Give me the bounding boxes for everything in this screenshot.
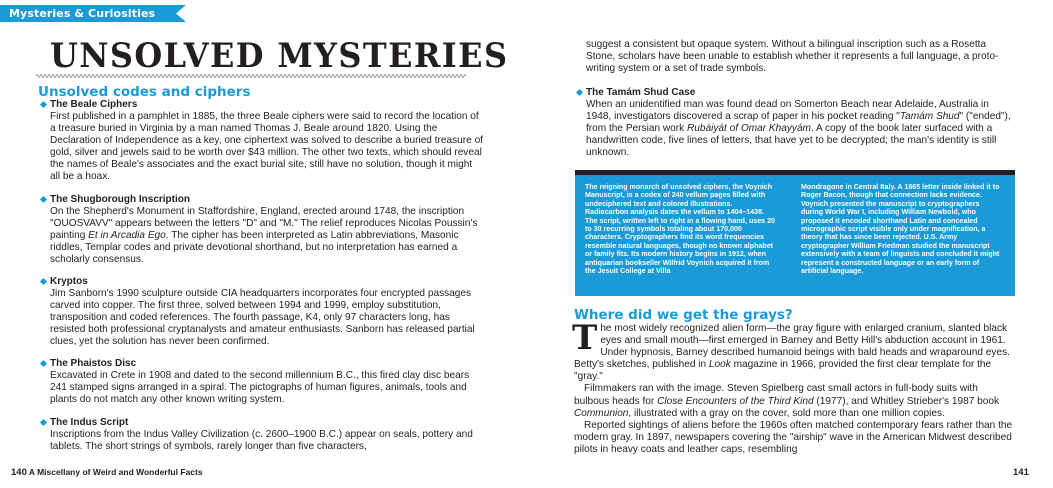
footer-left <box>11 467 203 478</box>
section-tab-label: Mysteries & Curiosities <box>9 7 156 20</box>
page-number-left: 140 <box>11 467 27 478</box>
right-continuation <box>586 39 1014 75</box>
diamond-bullet-icon <box>40 196 47 203</box>
entry-heading: The Indus Script <box>38 417 484 429</box>
diamond-bullet-icon <box>40 419 47 426</box>
diamond-bullet-icon <box>40 278 47 285</box>
grays-heading: Where did we get the grays? <box>574 307 793 323</box>
entry-indus <box>38 417 484 453</box>
entry-body: Excavated in Crete in 1908 and dated to the second millennium B.C., this fired clay disc bears 241 stamped signs arranged in a spiral. The pictographs of human figures, animals, tools and plants do not match any other known writing system. <box>50 370 470 406</box>
entry-phaistos <box>38 358 484 406</box>
page-title: UNSOLVED MYSTERIES <box>50 36 509 76</box>
book-title: A Miscellany of Weird and Wonderful Facts <box>28 467 203 477</box>
section-tab <box>0 5 186 22</box>
grays-article <box>572 318 1014 456</box>
grays-paragraph-2: Filmmakers ran with the image. Steven Spielberg cast small actors in full-body suits with bulbous heads for Close Encounters of the Third Kind (1977), and Whitley Strieber's 1987 book Communion, illustrated with a gray on the cover, sold more than one million copies. <box>574 383 1000 419</box>
entry-beale <box>38 99 484 184</box>
grays-paragraph-3: Reported sightings of aliens before the 1960s often matched contemporary fears rather than the modern gray. In 1897, newspapers covering the "airship" wave in the American Midwest described pilots in heavy coats and leather caps, resembling <box>574 419 1013 455</box>
left-section-heading: Unsolved codes and ciphers <box>38 84 251 100</box>
entry-body: Inscriptions from the Indus Valley Civilization (c. 2600–1900 B.C.) appear on seals, pottery and tablets. The short strings of symbols, rarely longer than five characters, <box>50 429 473 453</box>
page-number-right: 141 <box>1013 467 1029 478</box>
entry-body: When an unidentified man was found dead on Somerton Beach near Adelaide, Australia in 1948, investigators discovered a scrap of paper in his pocket reading "Tamám Shud" ("ended"), from the Persian work Rubáiyát of Omar Khayyám. A copy of the book later surfaced with a handwritten code, five lines of letters, that have yet to be decrypted; the man's identity is still unknown. <box>586 99 1011 159</box>
entry-heading: The Tamám Shud Case <box>574 87 1014 99</box>
drop-cap: T <box>572 318 598 358</box>
entry-heading: The Shugborough Inscription <box>38 194 484 206</box>
entry-heading: Kryptos <box>38 276 484 288</box>
title-underline-squiggle <box>36 73 466 79</box>
entry-heading: The Beale Ciphers <box>38 99 484 111</box>
sidebar-column-1: The reigning monarch of unsolved ciphers, the Voynich Manuscript, is a codex of 240 vellum pages filled with undeciphered text and colored illustrations. Radiocarbon analysis dates the vellum to 1404–1438. The script, written left to right in a flowing hand, uses 20 to 30 recurring symbols totaling about 170,000 characters. Cryptographers find its word frequencies resemble natural languages, though no known alphabet or family fits. Its modern history begins in 1912, when antiquarian bookseller Wilfrid Voynich acquired it from the Jesuit College at Villa <box>585 183 775 276</box>
entry-heading: The Phaistos Disc <box>38 358 484 370</box>
voynich-sidebar <box>575 170 1015 296</box>
entry-kryptos <box>38 276 484 348</box>
entry-body: Jim Sanborn's 1990 sculpture outside CIA headquarters incorporates four encrypted passages carved into copper. The first three, solved between 1994 and 1999, employ substitution, transposition and coded references. The fourth passage, K4, only 97 characters long, has resisted both professional cryptanalysts and amateur enthusiasts. Sanborn has released partial clues, yet the solution has never been confirmed. <box>50 288 475 348</box>
entry-body: First published in a pamphlet in 1885, the three Beale ciphers were said to record the location of a treasure buried in Virginia by a man named Thomas J. Beale around 1820. Using the Declaration of Independence as a key, one ciphertext was solved to describe a buried treasure of gold, silver and jewels said to be worth over $43 million. The other two texts, which should reveal the names of Beale's associates and the exact burial site, still have no solution, though it might all be a hoax. <box>50 111 483 183</box>
diamond-bullet-icon <box>40 101 47 108</box>
entry-tamam-shud <box>574 87 1014 159</box>
grays-paragraph-1: The most widely recognized alien form—the gray figure with enlarged cranium, slanted black eyes and small mouth—first emerged in Barney and Betty Hill's abduction account in 1961. Under hypnosis, Barney described humanoid beings with bald heads and wraparound eyes. Betty's sketches, published in Look magazine in 1966, provided the first clear template for the "gray." <box>572 318 1010 383</box>
diamond-bullet-icon <box>576 89 583 96</box>
entry-shugborough <box>38 194 484 266</box>
diamond-bullet-icon <box>40 360 47 367</box>
sidebar-column-2: Mondragone in Central Italy. A 1665 letter inside linked it to Roger Bacon, though that connection lacks evidence. Voynich presented the manuscript to cryptographers during World War I, including William Newbold, who proposed it encoded shorthand Latin and concealed micrographic script visible only under magnification, a theory that has since been rejected. U.S. Army cryptographer William Friedman studied the manuscript extensively with a team of linguists and concluded it might represent a constructed language or an early form of artificial language. <box>801 183 1000 276</box>
entry-body: On the Shepherd's Monument in Staffordshire, England, erected around 1748, the inscription "OUOSVAVV" appears between the letters "D" and "M." The relief reproduces Nicolas Poussin's painting Et in Arcadia Ego. The cipher has been interpreted as Latin abbreviations, Masonic riddles, Templar codes and private devotional shorthand, but no interpretation has earned a scholarly consensus. <box>50 206 478 266</box>
continuation-text: suggest a consistent but opaque system. Without a bilingual inscription such as a Rosetta Stone, scholars have been unable to establish whether it represents a full language, a proto-writing system or a set of trade symbols. <box>586 39 999 75</box>
